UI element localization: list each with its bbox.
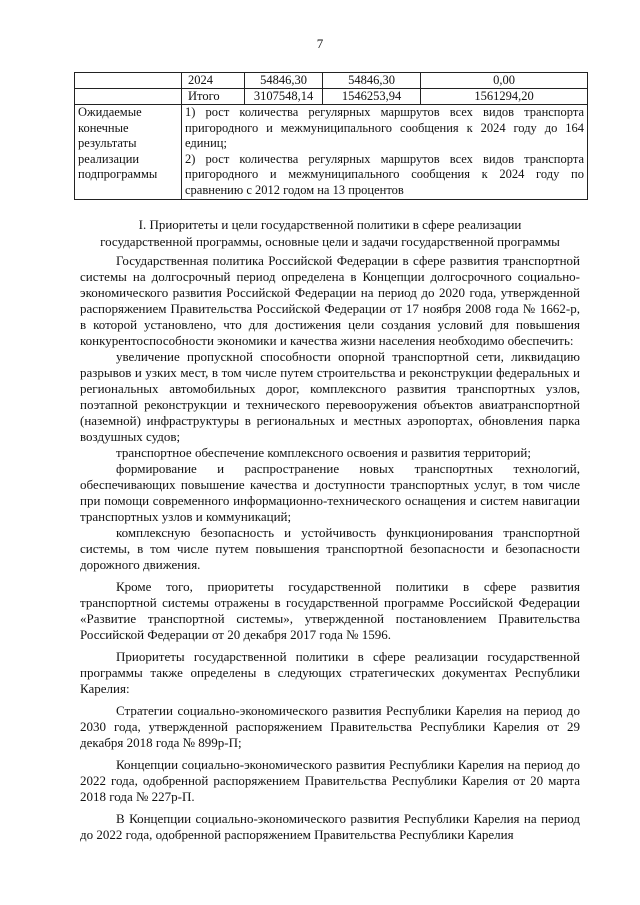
table-row [75,73,588,89]
table-cell-fund2: 1561294,20 [421,89,588,105]
table-cell-fund1: 1546253,94 [323,89,421,105]
table-row-results [75,105,588,200]
results-label-cell [75,105,182,200]
paragraph: транспортное обеспечение комплексного освоения и развития территорий; [116,445,531,460]
page-number: 7 [316,36,324,51]
results-item: 2) рост количества регулярных маршрутов всех видов транспорта пригородного и межмуниципального сообщения к 2024 году по сравнению с 2012 годом на 13 процентов [185,151,584,197]
paragraph: комплексную безопасность и устойчивость функционирования транспортной системы, в том числе путем повышения транспортной безопасности и безопасности дорожного движения. [80,525,580,572]
paragraph: Государственная политика Российской Федерации в сфере развития транспортной системы на долгосрочный период определена в Концепции долгосрочного социально-экономического развития Российской Федерации на период до 2020 года, утвержденной распоряжением Правительства Российской Федерации от 17 ноября 2008 года № 1662-р, в которой установлено, что для достижения цели создания условий для повышения конкурентоспособности экономики и качества жизни населения необходимо обеспечить: [80,253,580,348]
paragraph: Кроме того, приоритеты государственной политики в сфере развития транспортной системы отражены в государственной программе Российской Федерации «Развитие транспортной системы», утвержденной постановлением Правительства Российской Федерации от 20 декабря 2017 года № 1596. [80,579,580,642]
section-heading [80,216,580,250]
table-cell-fund2: 0,00 [421,73,588,89]
results-label-line: Ожидаемые [78,105,142,119]
table-row [75,89,588,105]
results-text-cell [182,105,588,200]
budget-table [74,72,588,200]
section-heading-line: государственной программы, основные цели и задачи государственной программы [100,234,560,249]
table-cell-year: 2024 [182,73,245,89]
results-label-line: результаты [78,136,137,151]
results-label-line: реализации [78,151,140,166]
paragraph: увеличение пропускной способности опорной транспортной сети, ликвидацию разрывов и узких мест, в том числе путем строительства и реконструкции федеральных и региональных автомобильных дорог, комплексного развития транспортных узлов, поэтапной реконструкции и технического перевооружения объектов авиатранспортной (наземной) инфраструктуры в региональных и местных аэропортах, обновления парка воздушных судов; [80,349,580,444]
paragraph: Концепции социально-экономического развития Республики Карелия на период до 2022 года, одобренной распоряжением Правительства Республики Карелия от 20 марта 2018 года № 227р-П. [80,757,580,804]
table-cell-fund1: 54846,30 [323,73,421,89]
paragraph: Стратегии социально-экономического развития Республики Карелия на период до 2030 года, утвержденной распоряжением Правительства Республики Карелия от 29 декабря 2018 года № 899р-П; [80,703,580,750]
paragraph: формирование и распространение новых транспортных технологий, обеспечивающих повышение качества и доступности транспортных услуг, в том числе при помощи современного информационно-технического оснащения и систем навигации транспортных узлов и коммуникаций; [80,461,580,524]
results-item: 1) рост количества регулярных маршрутов всех видов транспорта пригородного и межмуниципального сообщения к 2024 году до 164 единиц; [185,105,584,151]
paragraph: В Концепции социально-экономического развития Республики Карелия на период до 2022 года, одобренной распоряжением Правительства Республики Карелия [80,811,580,842]
table-cell-total: 54846,30 [245,73,323,89]
table-cell-total: 3107548,14 [245,89,323,105]
section-heading-line: I. Приоритеты и цели государственной политики в сфере реализации [138,217,522,232]
table-cell-year: Итого [182,89,245,105]
paragraph: Приоритеты государственной политики в сфере реализации государственной программы также определены в следующих стратегических документах Республики Карелия: [80,649,580,696]
results-label-line: подпрограммы [78,167,158,182]
body-text [80,253,580,843]
results-label-line: конечные [78,120,129,135]
